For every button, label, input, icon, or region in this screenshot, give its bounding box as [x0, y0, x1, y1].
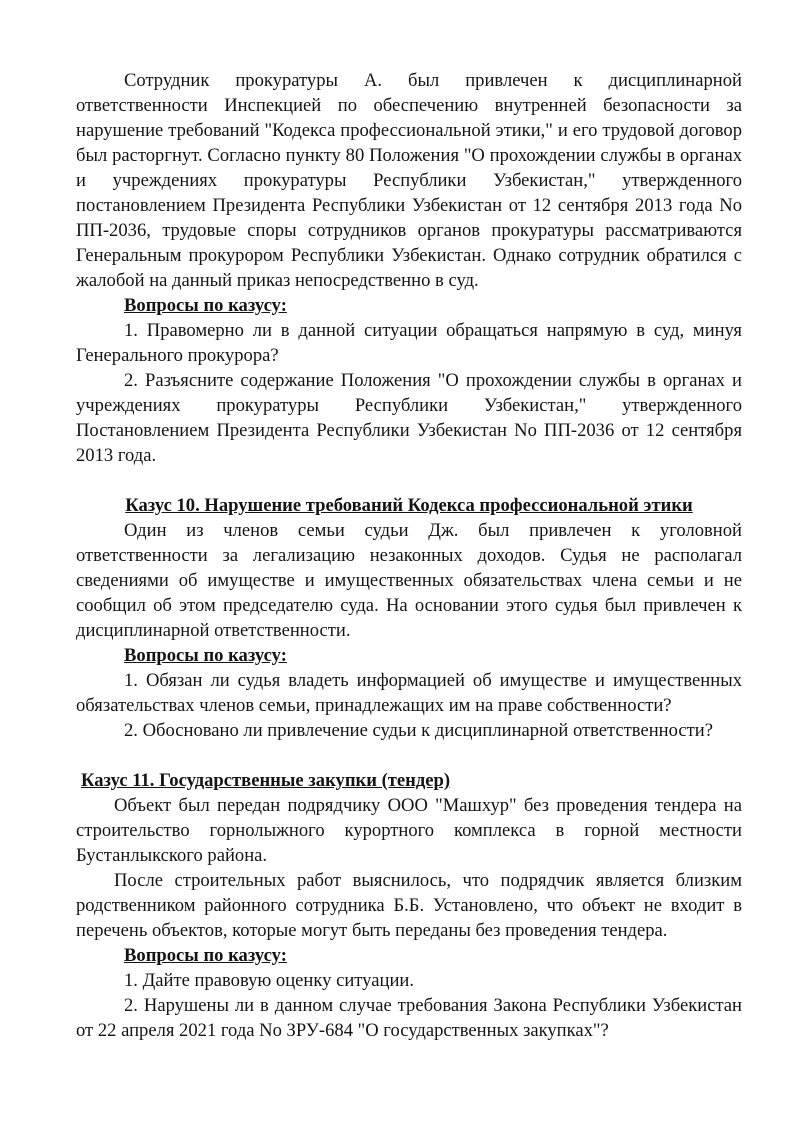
case-11-question-1: 1. Дайте правовую оценку ситуации. — [124, 970, 414, 991]
case-11-paragraph-1: Объект был передан подрядчику ООО "Машхур" без проведения тендера на строительство горнолыжного курортного комплекса в горной местности Бустанлыкского района. — [76, 795, 742, 866]
case-9-section — [76, 68, 742, 468]
case-10-question-2: 2. Обосновано ли привлечение судьи к дисциплинарной ответственности? — [124, 720, 713, 741]
case-9-paragraph: Сотрудник прокуратуры А. был привлечен к дисциплинарной ответственности Инспекцией по обеспечению внутренней безопасности за нарушение требований "Кодекса профессиональной этики," и его трудовой договор был расторгнут. Согласно пункту 80 Положения "О прохождении службы в органах и учреждениях прокуратуры Республики Узбекистан," утвержденного постановлением Президента Республики Узбекистан от 12 сентября 2013 года No ПП-2036, трудовые споры сотрудников органов прокуратуры рассматриваются Генеральным прокурором Республики Узбекистан. Однако сотрудник обратился с жалобой на данный приказ непосредственно в суд. — [76, 70, 742, 291]
case-11-paragraph-2: После строительных работ выяснилось, что подрядчик является близким родственником районного сотрудника Б.Б. Установлено, что объект не входит в перечень объектов, которые могут быть переданы без проведения тендера. — [76, 870, 742, 941]
case-10-title: Казус 10. Нарушение требований Кодекса профессиональной этики — [125, 495, 693, 516]
case-11-questions-heading: Вопросы по казусу: — [124, 945, 287, 966]
case-10-questions-heading: Вопросы по казусу: — [124, 645, 287, 666]
case-10-paragraph: Один из членов семьи судьи Дж. был привлечен к уголовной ответственности за легализацию незаконных доходов. Судья не располагал сведениями об имуществе и имущественных обязательствах члена семьи и не сообщил об этом председателю суда. На основании этого судья был привлечен к дисциплинарной ответственности. — [76, 520, 742, 641]
document-page — [76, 68, 742, 1043]
case-9-question-1: 1. Правомерно ли в данной ситуации обращаться напрямую в суд, минуя Генерального прокурора? — [76, 320, 742, 366]
case-11-title: Казус 11. Государственные закупки (тендер) — [81, 770, 451, 791]
case-11-question-2: 2. Нарушены ли в данном случае требования Закона Республики Узбекистан от 22 апреля 2021 года No ЗРУ-684 "О государственных закупках"? — [76, 995, 742, 1041]
case-10-section — [76, 493, 742, 743]
case-9-questions-heading: Вопросы по казусу: — [124, 295, 287, 316]
case-11-section — [76, 768, 742, 1043]
case-10-question-1: 1. Обязан ли судья владеть информацией об имуществе и имущественных обязательствах членов семьи, принадлежащих им на праве собственности? — [76, 670, 742, 716]
case-9-question-2: 2. Разъясните содержание Положения "О прохождении службы в органах и учреждениях прокуратуры Республики Узбекистан," утвержденного Постановлением Президента Республики Узбекистан No ПП-2036 от 12 сентября 2013 года. — [76, 370, 742, 466]
